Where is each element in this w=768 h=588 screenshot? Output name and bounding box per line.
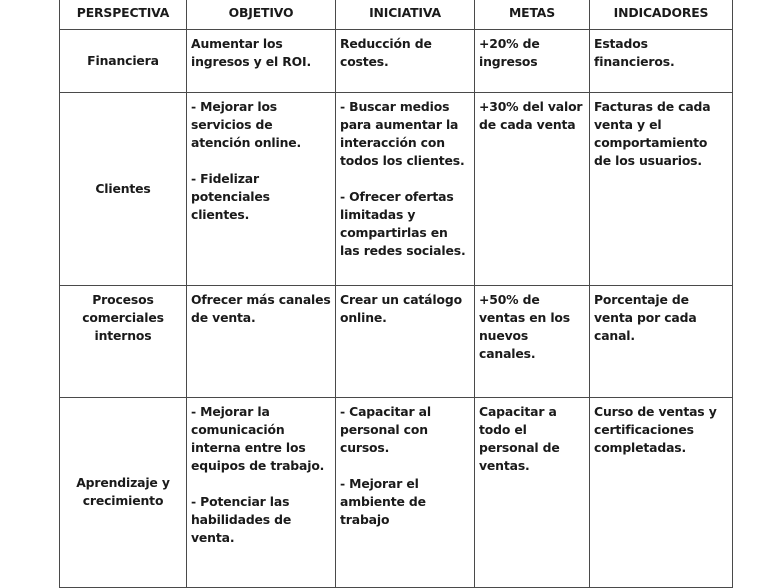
- header-indicadores: INDICADORES: [590, 0, 733, 30]
- cell-perspectiva: [60, 93, 187, 286]
- cell-metas: [475, 286, 590, 398]
- cell-iniciativa: [336, 30, 475, 93]
- cell-indicadores: [590, 30, 733, 93]
- cell-objetivo: [187, 93, 336, 286]
- perspectiva-label: Aprendizaje y crecimiento: [76, 475, 170, 508]
- iniciativa-text: Crear un catálogo online.: [340, 292, 462, 325]
- metas-text: +20% de ingresos: [479, 36, 540, 69]
- table-row-aprendizaje: [60, 398, 733, 588]
- cell-indicadores: [590, 93, 733, 286]
- table-row-clientes: [60, 93, 733, 286]
- iniciativa-text: - Capacitar al personal con cursos.: [340, 404, 431, 455]
- cell-iniciativa: [336, 286, 475, 398]
- cell-perspectiva: [60, 286, 187, 398]
- cell-iniciativa: [336, 93, 475, 286]
- header-iniciativa: INICIATIVA: [336, 0, 475, 30]
- objetivo-text: - Mejorar la comunicación interna entre los equipos de trabajo.: [191, 404, 325, 473]
- cell-metas: [475, 398, 590, 588]
- objetivo-text: - Potenciar las habilidades de venta.: [191, 494, 292, 545]
- iniciativa-text: - Mejorar el ambiente de trabajo: [340, 476, 426, 527]
- objetivo-text: - Mejorar los servicios de atención online.: [191, 99, 302, 150]
- perspectiva-label: Procesos comerciales internos: [82, 292, 164, 343]
- indicadores-text: Estados financieros.: [594, 36, 675, 69]
- metas-text: Capacitar a todo el personal de ventas.: [479, 404, 560, 473]
- metas-text: +30% del valor de cada venta: [479, 99, 583, 132]
- iniciativa-text: Reducción de costes.: [340, 36, 432, 69]
- metas-text: +50% de ventas en los nuevos canales.: [479, 292, 570, 361]
- cell-metas: [475, 93, 590, 286]
- table-row-procesos: [60, 286, 733, 398]
- header-row: [60, 0, 733, 30]
- cell-objetivo: [187, 398, 336, 588]
- table-row-financiera: [60, 30, 733, 93]
- cell-metas: [475, 30, 590, 93]
- indicadores-text: Porcentaje de venta por cada canal.: [594, 292, 697, 343]
- cell-objetivo: [187, 286, 336, 398]
- perspectiva-label: Financiera: [87, 52, 159, 68]
- cell-perspectiva: [60, 398, 187, 588]
- cell-indicadores: [590, 398, 733, 588]
- indicadores-text: Facturas de cada venta y el comportamiento de los usuarios.: [594, 99, 711, 168]
- cell-iniciativa: [336, 398, 475, 588]
- objetivo-text: Aumentar los ingresos y el ROI.: [191, 36, 312, 69]
- objetivo-text: Ofrecer más canales de venta.: [191, 292, 331, 325]
- indicadores-text: Curso de ventas y certificaciones completadas.: [594, 404, 717, 455]
- iniciativa-text: - Ofrecer ofertas limitadas y compartirlas en las redes sociales.: [340, 189, 466, 258]
- objetivo-text: - Fidelizar potenciales clientes.: [191, 171, 270, 222]
- header-metas: METAS: [475, 0, 590, 30]
- header-objetivo: OBJETIVO: [187, 0, 336, 30]
- iniciativa-text: - Buscar medios para aumentar la interacción con todos los clientes.: [340, 99, 465, 168]
- balanced-scorecard-table: [59, 0, 733, 588]
- cell-indicadores: [590, 286, 733, 398]
- cell-perspectiva: [60, 30, 187, 93]
- header-perspectiva: PERSPECTIVA: [60, 0, 187, 30]
- perspectiva-label: Clientes: [95, 180, 151, 196]
- cell-objetivo: [187, 30, 336, 93]
